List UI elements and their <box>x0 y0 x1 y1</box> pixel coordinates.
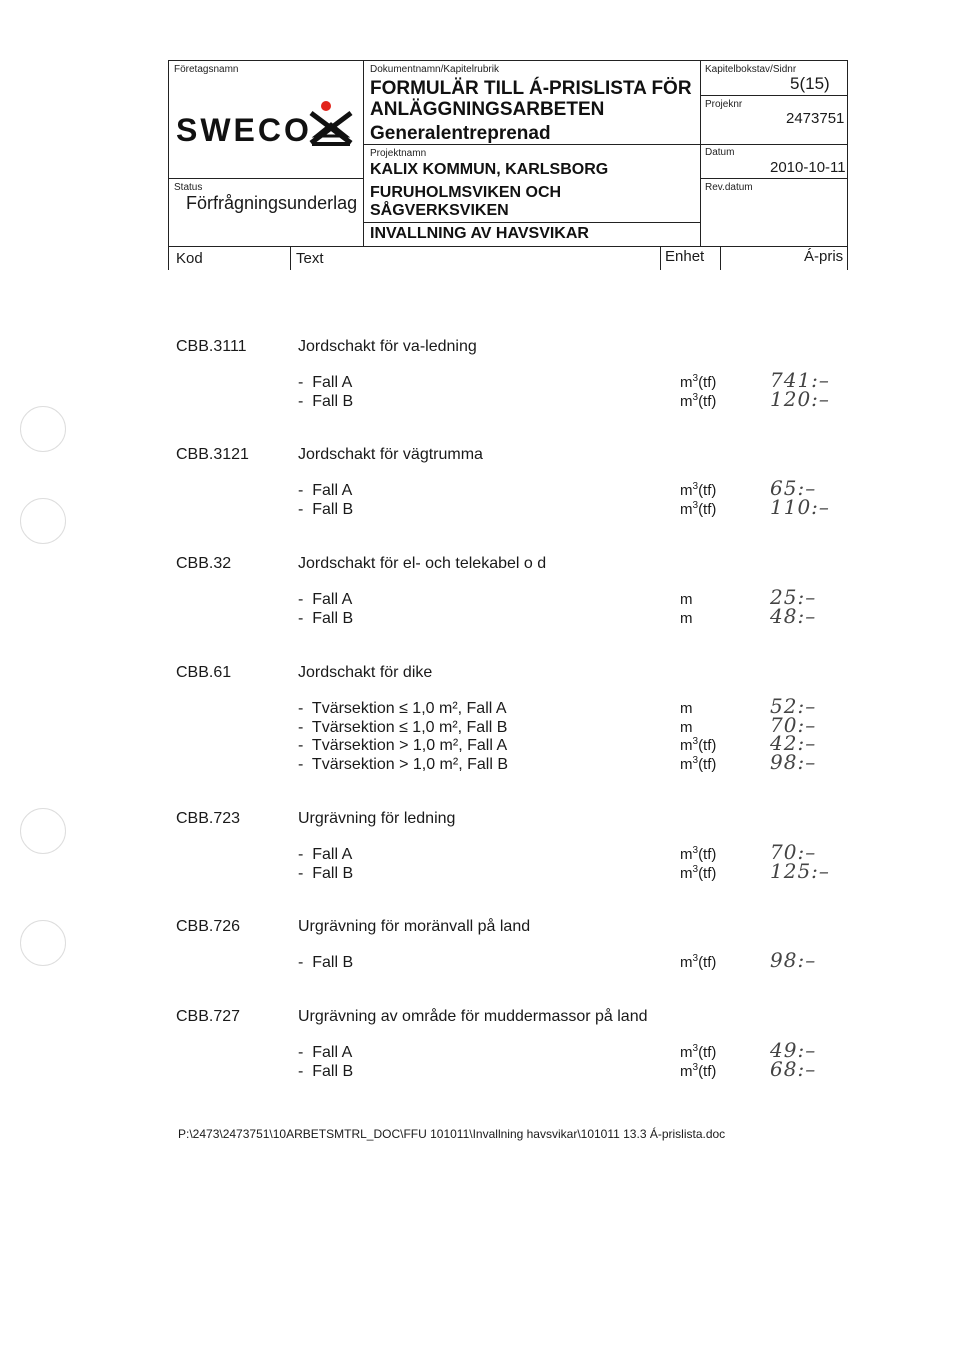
file-path: P:\2473\2473751\10ARBETSMTRL_DOC\FFU 101011\Invallning havsvikar\101011 13.3 Á-prislista.doc <box>178 1127 726 1141</box>
row-unit <box>680 374 716 391</box>
row-unit <box>680 846 716 863</box>
unit-suffix: (tf) <box>698 954 717 971</box>
item-title: Jordschakt för va-ledning <box>298 338 477 355</box>
unit-exponent: 3 <box>692 391 699 403</box>
unit-exponent: 3 <box>692 845 699 856</box>
handwritten-price: 120:– <box>770 386 830 411</box>
unit-suffix: (tf) <box>698 864 717 882</box>
date-value: 2010-10-11 <box>770 159 846 176</box>
unit-base: m <box>680 482 693 499</box>
col-enhet: Enhet <box>665 248 705 265</box>
doc-label: Dokumentnamn/Kapitelrubrik <box>370 64 499 75</box>
item-code: CBB.32 <box>176 555 232 572</box>
unit-exponent: 3 <box>692 1061 699 1073</box>
logo-text: SWECO <box>176 112 312 148</box>
unit-base: m <box>680 374 693 391</box>
handwritten-price: 110:– <box>770 494 830 519</box>
row-text: - Fall B <box>298 392 354 410</box>
handwritten-price: 48:– <box>770 603 817 628</box>
project-line-3: SÅGVERKSVIKEN <box>370 202 509 219</box>
unit-exponent: 3 <box>692 953 699 964</box>
sweco-logo <box>176 112 312 149</box>
project-line-1: KALIX KOMMUN, KARLSBORG <box>370 161 609 178</box>
unit-base: m <box>680 718 693 736</box>
row-unit <box>680 700 693 717</box>
unit-suffix: (tf) <box>698 846 717 863</box>
company-label: Företagsnamn <box>174 64 239 75</box>
unit-suffix: (tf) <box>698 1044 717 1061</box>
handwritten-price: 52:– <box>770 694 817 718</box>
col-text: Text <box>296 250 324 267</box>
handwritten-price: 70:– <box>770 840 817 864</box>
row-unit <box>680 591 693 608</box>
row-text: - Fall B <box>298 1062 354 1080</box>
row-text: - Fall A <box>298 374 353 391</box>
row-unit <box>680 501 716 518</box>
unit-exponent: 3 <box>692 863 699 875</box>
col-kod: Kod <box>176 250 203 267</box>
unit-base: m <box>680 500 693 518</box>
row-text: - Tvärsektion > 1,0 m², Fall B <box>298 755 508 773</box>
doc-title-1: FORMULÄR TILL Á-PRISLISTA FÖR <box>370 78 692 99</box>
handwritten-price: 49:– <box>770 1038 817 1062</box>
row-unit <box>680 756 716 773</box>
unit-exponent: 3 <box>692 754 699 766</box>
projnr-label: Projeknr <box>705 99 743 110</box>
row-unit <box>680 482 716 499</box>
revdate-label: Rev.datum <box>705 182 753 193</box>
row-unit <box>680 865 716 882</box>
item-code: CBB.61 <box>176 664 232 681</box>
unit-base: m <box>680 954 693 971</box>
item-title: Urgrävning för moränvall på land <box>298 918 531 935</box>
unit-exponent: 3 <box>692 481 699 492</box>
punch-hole <box>20 808 66 854</box>
doc-title-3: Generalentreprenad <box>370 123 551 144</box>
unit-base: m <box>680 846 693 863</box>
unit-base: m <box>680 700 693 717</box>
doc-title-2: ANLÄGGNINGSARBETEN <box>370 99 605 120</box>
row-text: - Fall B <box>298 954 354 971</box>
item-title: Jordschakt för vägtrumma <box>298 446 483 463</box>
row-unit <box>680 1063 716 1080</box>
project-line-4: INVALLNING AV HAVSVIKAR <box>370 225 589 242</box>
row-unit <box>680 393 716 410</box>
row-text: - Fall A <box>298 846 353 863</box>
unit-exponent: 3 <box>692 1043 699 1054</box>
item-code: CBB.726 <box>176 918 241 935</box>
row-text: - Fall B <box>298 500 354 518</box>
handwritten-price: 68:– <box>770 1056 817 1081</box>
item-title: Jordschakt för dike <box>298 664 433 681</box>
project-line-2: FURUHOLMSVIKEN OCH <box>370 184 562 201</box>
row-unit <box>680 610 693 627</box>
row-text: - Fall A <box>298 1044 353 1061</box>
handwritten-price: 65:– <box>770 476 817 500</box>
unit-base: m <box>680 1062 693 1080</box>
handwritten-price: 42:– <box>770 731 817 755</box>
unit-suffix: (tf) <box>698 737 717 754</box>
chapter-label: Kapitelbokstav/Sidnr <box>705 64 797 75</box>
unit-suffix: (tf) <box>698 1062 717 1080</box>
row-unit <box>680 719 693 736</box>
projnr-value: 2473751 <box>786 110 845 127</box>
item-code: CBB.3121 <box>176 446 249 463</box>
punch-hole <box>20 406 66 452</box>
item-title: Urgrävning av område för muddermassor på land <box>298 1008 648 1025</box>
row-text: - Fall B <box>298 864 354 882</box>
handwritten-price: 98:– <box>770 749 817 774</box>
unit-suffix: (tf) <box>698 392 717 410</box>
unit-base: m <box>680 755 693 773</box>
item-code: CBB.727 <box>176 1008 241 1025</box>
status-label: Status <box>174 182 203 193</box>
unit-exponent: 3 <box>692 499 699 511</box>
item-title: Urgrävning för ledning <box>298 810 456 827</box>
handwritten-price: 125:– <box>770 858 830 883</box>
item-code: CBB.3111 <box>176 338 247 355</box>
handwritten-price: 25:– <box>770 585 817 609</box>
status-value: Förfrågningsunderlag <box>186 193 358 213</box>
row-text: - Tvärsektion ≤ 1,0 m², Fall B <box>298 718 508 736</box>
unit-suffix: (tf) <box>698 482 717 499</box>
project-label: Projektnamn <box>370 148 427 159</box>
row-text: - Tvärsektion > 1,0 m², Fall A <box>298 737 508 754</box>
col-apris: Á-pris <box>804 248 844 265</box>
row-unit <box>680 1044 716 1061</box>
unit-base: m <box>680 737 693 754</box>
punch-hole <box>20 498 66 544</box>
handwritten-price: 98:– <box>770 948 817 972</box>
row-unit <box>680 954 716 971</box>
unit-base: m <box>680 609 693 627</box>
row-text: - Fall A <box>298 591 353 608</box>
date-label: Datum <box>705 147 735 158</box>
row-unit <box>680 737 716 754</box>
unit-suffix: (tf) <box>698 374 717 391</box>
unit-base: m <box>680 864 693 882</box>
unit-exponent: 3 <box>692 736 699 747</box>
unit-suffix: (tf) <box>698 755 717 773</box>
punch-hole <box>20 920 66 966</box>
handwritten-price: 741:– <box>770 368 830 392</box>
item-title: Jordschakt för el- och telekabel o d <box>298 555 547 572</box>
unit-exponent: 3 <box>692 373 699 384</box>
row-text: - Fall B <box>298 609 354 627</box>
unit-base: m <box>680 392 693 410</box>
row-text: - Tvärsektion ≤ 1,0 m², Fall A <box>298 700 507 717</box>
handwritten-price: 70:– <box>770 712 817 737</box>
unit-suffix: (tf) <box>698 500 717 518</box>
row-text: - Fall A <box>298 482 353 499</box>
sweco-mark-icon <box>306 98 356 148</box>
unit-base: m <box>680 1044 693 1061</box>
item-code: CBB.723 <box>176 810 241 827</box>
chapter-value: 5(15) <box>790 74 830 93</box>
unit-base: m <box>680 591 693 608</box>
